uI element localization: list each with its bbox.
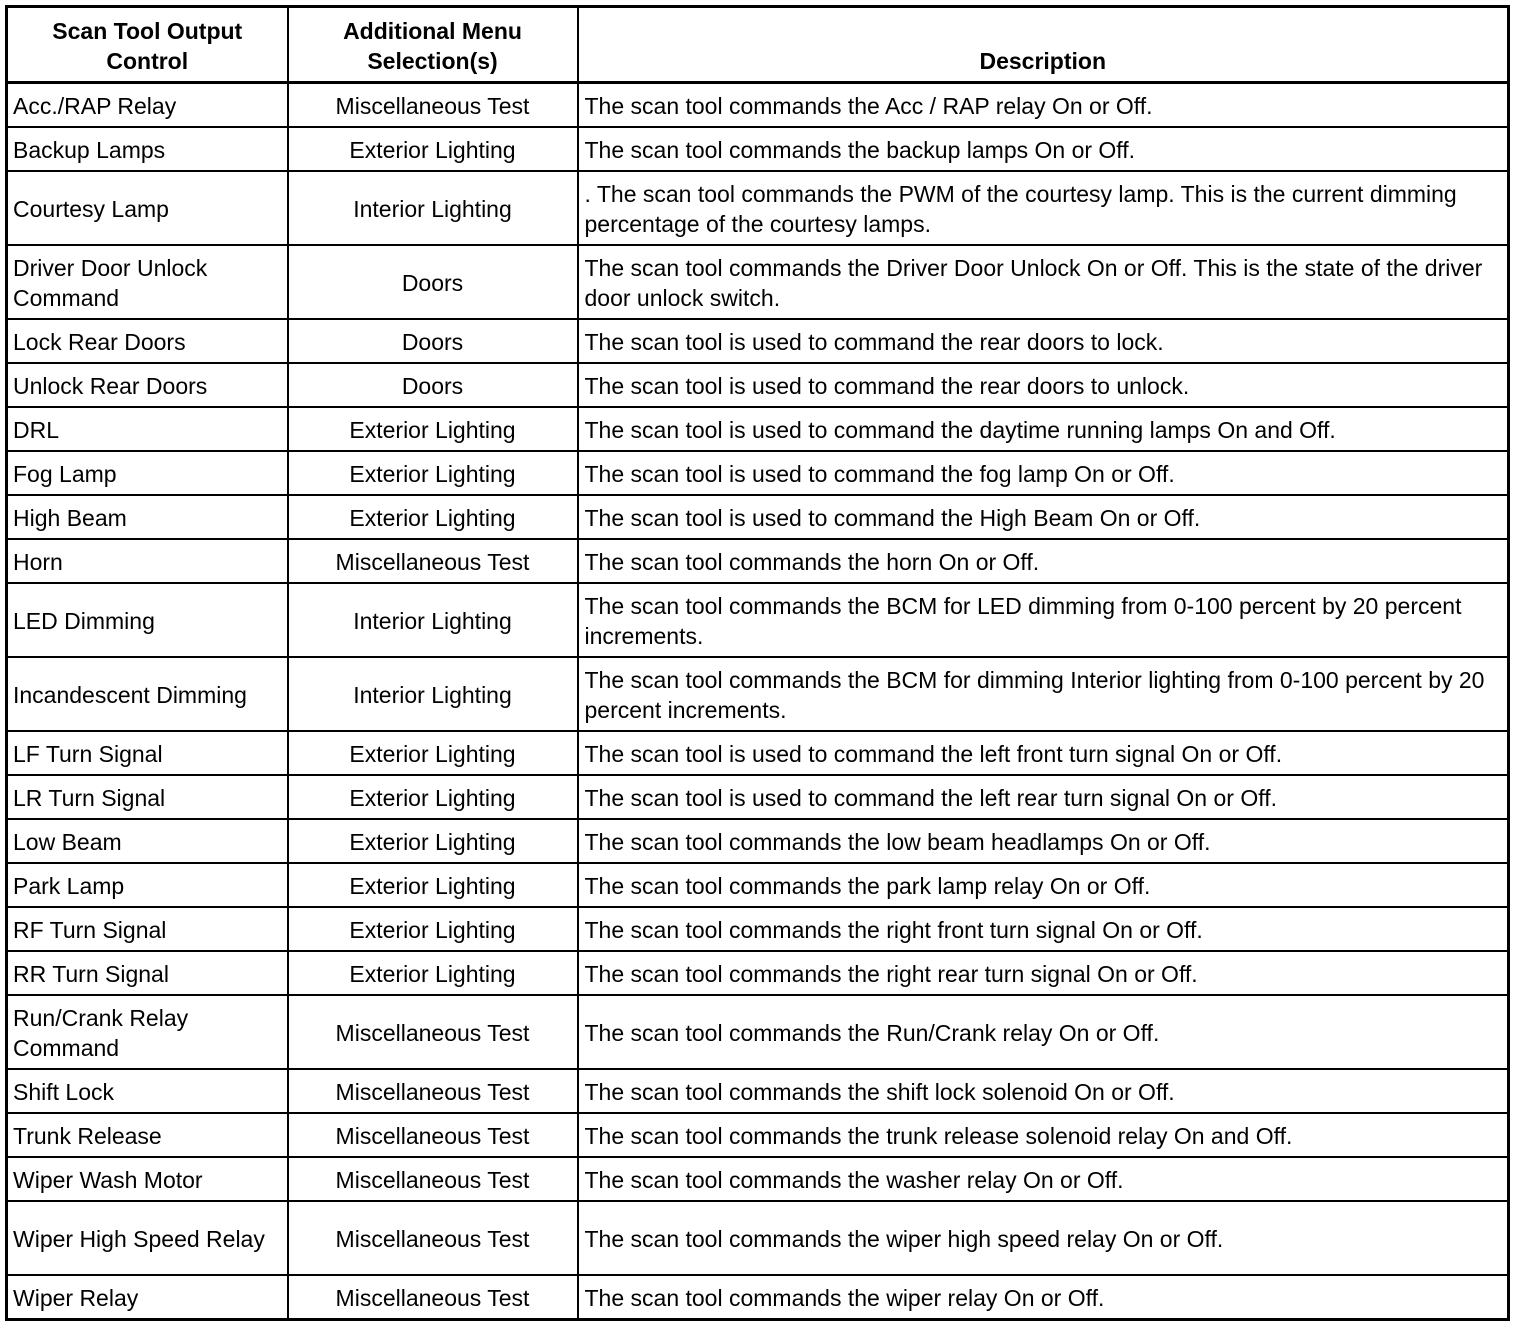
menu-cell: Exterior Lighting: [288, 863, 578, 907]
description-cell: The scan tool is used to command the left rear turn signal On or Off.: [578, 775, 1509, 819]
description-cell: The scan tool is used to command the daytime running lamps On and Off.: [578, 407, 1509, 451]
menu-cell: Exterior Lighting: [288, 451, 578, 495]
table-row: [7, 539, 1509, 583]
description-cell: The scan tool commands the low beam headlamps On or Off.: [578, 819, 1509, 863]
table-row: [7, 1069, 1509, 1113]
table-row: [7, 171, 1509, 245]
control-cell: Run/Crank Relay Command: [7, 995, 288, 1069]
description-cell: The scan tool is used to command the left front turn signal On or Off.: [578, 731, 1509, 775]
menu-cell: Interior Lighting: [288, 657, 578, 731]
control-cell: Lock Rear Doors: [7, 319, 288, 363]
control-cell: Incandescent Dimming: [7, 657, 288, 731]
control-cell: Unlock Rear Doors: [7, 363, 288, 407]
description-cell: The scan tool commands the backup lamps On or Off.: [578, 127, 1509, 171]
control-cell: Fog Lamp: [7, 451, 288, 495]
menu-cell: Exterior Lighting: [288, 495, 578, 539]
table-row: [7, 995, 1509, 1069]
menu-cell: Miscellaneous Test: [288, 1069, 578, 1113]
control-cell: LED Dimming: [7, 583, 288, 657]
table-row: [7, 451, 1509, 495]
description-cell: The scan tool commands the washer relay On or Off.: [578, 1157, 1509, 1201]
description-cell: The scan tool commands the wiper relay On or Off.: [578, 1275, 1509, 1320]
menu-cell: Interior Lighting: [288, 583, 578, 657]
control-cell: Wiper High Speed Relay: [7, 1201, 288, 1275]
menu-cell: Exterior Lighting: [288, 819, 578, 863]
menu-cell: Exterior Lighting: [288, 775, 578, 819]
control-cell: LF Turn Signal: [7, 731, 288, 775]
table-row: [7, 495, 1509, 539]
control-cell: DRL: [7, 407, 288, 451]
description-cell: The scan tool commands the Acc / RAP relay On or Off.: [578, 83, 1509, 128]
description-cell: The scan tool commands the Run/Crank relay On or Off.: [578, 995, 1509, 1069]
control-cell: Wiper Relay: [7, 1275, 288, 1320]
description-cell: The scan tool commands the Driver Door Unlock On or Off. This is the state of the driver door unlock switch.: [578, 245, 1509, 319]
table-row: [7, 907, 1509, 951]
menu-cell: Exterior Lighting: [288, 407, 578, 451]
description-cell: The scan tool commands the BCM for LED dimming from 0-100 percent by 20 percent increments.: [578, 583, 1509, 657]
table-row: [7, 583, 1509, 657]
menu-cell: Miscellaneous Test: [288, 1157, 578, 1201]
description-cell: The scan tool commands the park lamp relay On or Off.: [578, 863, 1509, 907]
control-cell: Acc./RAP Relay: [7, 83, 288, 128]
table-row: [7, 407, 1509, 451]
control-cell: Park Lamp: [7, 863, 288, 907]
description-cell: The scan tool commands the right front turn signal On or Off.: [578, 907, 1509, 951]
control-cell: LR Turn Signal: [7, 775, 288, 819]
description-cell: The scan tool commands the trunk release solenoid relay On and Off.: [578, 1113, 1509, 1157]
control-cell: Trunk Release: [7, 1113, 288, 1157]
control-cell: Courtesy Lamp: [7, 171, 288, 245]
scan-tool-output-control-table: [5, 5, 1510, 1321]
menu-cell: Interior Lighting: [288, 171, 578, 245]
description-cell: The scan tool is used to command the rear doors to unlock.: [578, 363, 1509, 407]
table-row: [7, 951, 1509, 995]
description-cell: The scan tool commands the shift lock solenoid On or Off.: [578, 1069, 1509, 1113]
table-row: [7, 1113, 1509, 1157]
table-row: [7, 775, 1509, 819]
menu-cell: Exterior Lighting: [288, 127, 578, 171]
table-row: [7, 657, 1509, 731]
control-cell: Shift Lock: [7, 1069, 288, 1113]
table-row: [7, 731, 1509, 775]
control-cell: Horn: [7, 539, 288, 583]
control-cell: Backup Lamps: [7, 127, 288, 171]
table-header-row: [7, 7, 1509, 83]
menu-cell: Doors: [288, 363, 578, 407]
table-row: [7, 863, 1509, 907]
table-row: [7, 1157, 1509, 1201]
menu-cell: Miscellaneous Test: [288, 1201, 578, 1275]
control-cell: High Beam: [7, 495, 288, 539]
scan-tool-output-control-table-container: [5, 5, 1507, 1321]
menu-cell: Miscellaneous Test: [288, 1275, 578, 1320]
menu-cell: Miscellaneous Test: [288, 995, 578, 1069]
menu-cell: Doors: [288, 245, 578, 319]
header-additional-menu-selections: Additional Menu Selection(s): [288, 7, 578, 83]
table-row: [7, 127, 1509, 171]
control-cell: Driver Door Unlock Command: [7, 245, 288, 319]
description-cell: The scan tool is used to command the rear doors to lock.: [578, 319, 1509, 363]
menu-cell: Miscellaneous Test: [288, 83, 578, 128]
description-cell: The scan tool is used to command the fog lamp On or Off.: [578, 451, 1509, 495]
control-cell: Wiper Wash Motor: [7, 1157, 288, 1201]
table-row: [7, 363, 1509, 407]
table-row: [7, 245, 1509, 319]
control-cell: Low Beam: [7, 819, 288, 863]
description-cell: The scan tool commands the right rear turn signal On or Off.: [578, 951, 1509, 995]
control-cell: RF Turn Signal: [7, 907, 288, 951]
menu-cell: Exterior Lighting: [288, 731, 578, 775]
control-cell: RR Turn Signal: [7, 951, 288, 995]
header-description: Description: [578, 7, 1509, 83]
description-cell: . The scan tool commands the PWM of the courtesy lamp. This is the current dimming percentage of the courtesy lamps.: [578, 171, 1509, 245]
description-cell: The scan tool commands the horn On or Off.: [578, 539, 1509, 583]
menu-cell: Exterior Lighting: [288, 907, 578, 951]
menu-cell: Miscellaneous Test: [288, 539, 578, 583]
header-scan-tool-output-control: Scan Tool Output Control: [7, 7, 288, 83]
table-row: [7, 319, 1509, 363]
menu-cell: Exterior Lighting: [288, 951, 578, 995]
table-row: [7, 83, 1509, 128]
description-cell: The scan tool commands the BCM for dimming Interior lighting from 0-100 percent by 20 percent increments.: [578, 657, 1509, 731]
table-row: [7, 819, 1509, 863]
description-cell: The scan tool is used to command the High Beam On or Off.: [578, 495, 1509, 539]
menu-cell: Miscellaneous Test: [288, 1113, 578, 1157]
table-row: [7, 1201, 1509, 1275]
description-cell: The scan tool commands the wiper high speed relay On or Off.: [578, 1201, 1509, 1275]
menu-cell: Doors: [288, 319, 578, 363]
